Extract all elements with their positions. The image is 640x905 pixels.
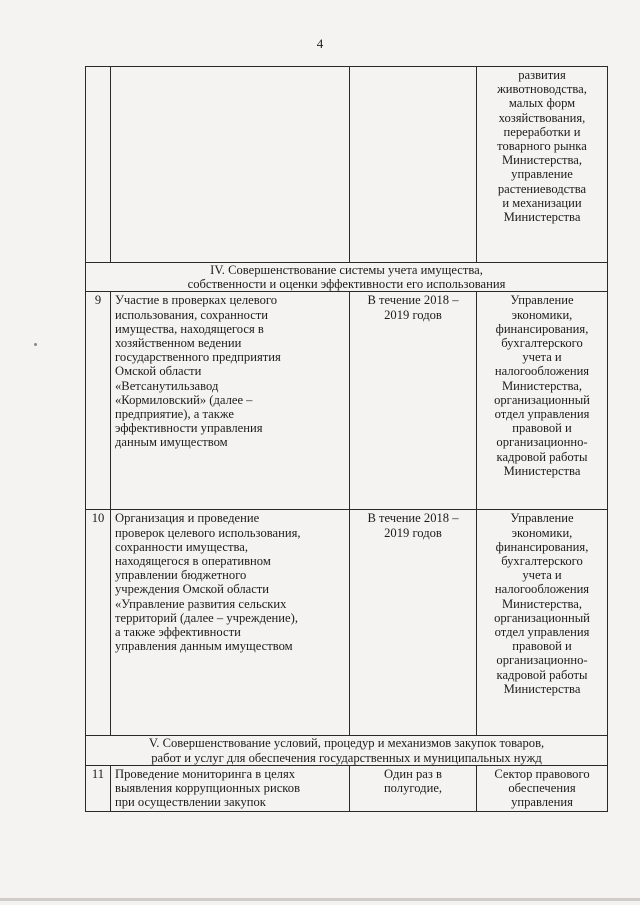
- activity-text: Проведение мониторинга в целях выявления коррупционных рисков при осуществлении закупок: [115, 766, 301, 810]
- responsible-text: Сектор правового обеспечения управления: [494, 766, 590, 810]
- activity-cell: [111, 765, 350, 812]
- responsible-cell: [477, 510, 608, 736]
- scan-edge: [0, 898, 640, 901]
- section-heading-iv: [86, 263, 608, 292]
- table-row: [86, 67, 608, 263]
- table-row: [86, 765, 608, 812]
- responsible-cell: [477, 67, 608, 263]
- section-v-cell: [86, 736, 608, 765]
- term-cell: [350, 292, 477, 510]
- scan-speck: [34, 343, 37, 346]
- responsible-text: Управление экономики, финансирования, бухгалтерского учета и налогообложения Министерства, организационный отдел управления правовой и организационно- кадровой работы Министерства: [494, 293, 590, 478]
- term-text: Один раз в полугодие,: [383, 766, 443, 796]
- activity-text: Участие в проверках целевого использования, сохранности имущества, находящегося в хозяйственном ведении государственного предприятия Омской области «Ветсанутильзавод «Кормиловский» (далее – предприятие), а также эффективности управления данным имуществом: [115, 293, 281, 450]
- table-row: [86, 292, 608, 510]
- activity-cell: [111, 510, 350, 736]
- section-heading-v: [86, 736, 608, 765]
- row-number: 10: [86, 510, 111, 736]
- activity-text: Организация и проведение проверок целевого использования, сохранности имущества, находящегося в оперативном управлении бюджетного учреждения Омской области «Управление развития сельских территорий (далее – учреждение), а также эффективности управления данным имуществом: [115, 511, 301, 654]
- row-number: [86, 67, 111, 263]
- responsible-text: Управление экономики, финансирования, бухгалтерского учета и налогообложения Министерства, организационный отдел управления правовой и организационно- кадровой работы Министерства: [494, 511, 590, 696]
- term-cell: [350, 765, 477, 812]
- plan-table: [85, 66, 608, 812]
- term-text: В течение 2018 – 2019 годов: [367, 511, 459, 540]
- responsible-cell: [477, 765, 608, 812]
- responsible-text: развития животноводства, малых форм хозяйствования, переработки и товарного рынка Министерства, управление растениеводства и механизации Министерства: [497, 68, 587, 225]
- section-v-text: V. Совершенствование условий, процедур и механизмов закупок товаров, работ и услуг для обеспечения государственных и муниципальных нужд: [148, 736, 545, 765]
- term-cell: [350, 67, 477, 263]
- row-number: 11: [86, 765, 111, 812]
- page-number: 4: [316, 36, 324, 51]
- term-text: В течение 2018 – 2019 годов: [367, 293, 459, 322]
- table-row: [86, 510, 608, 736]
- activity-cell: [111, 67, 350, 263]
- term-cell: [350, 510, 477, 736]
- row-number: 9: [86, 292, 111, 510]
- section-iv-cell: [86, 263, 608, 292]
- activity-cell: [111, 292, 350, 510]
- responsible-cell: [477, 292, 608, 510]
- section-iv-text: IV. Совершенствование системы учета имущества, собственности и оценки эффективности его использования: [187, 263, 506, 292]
